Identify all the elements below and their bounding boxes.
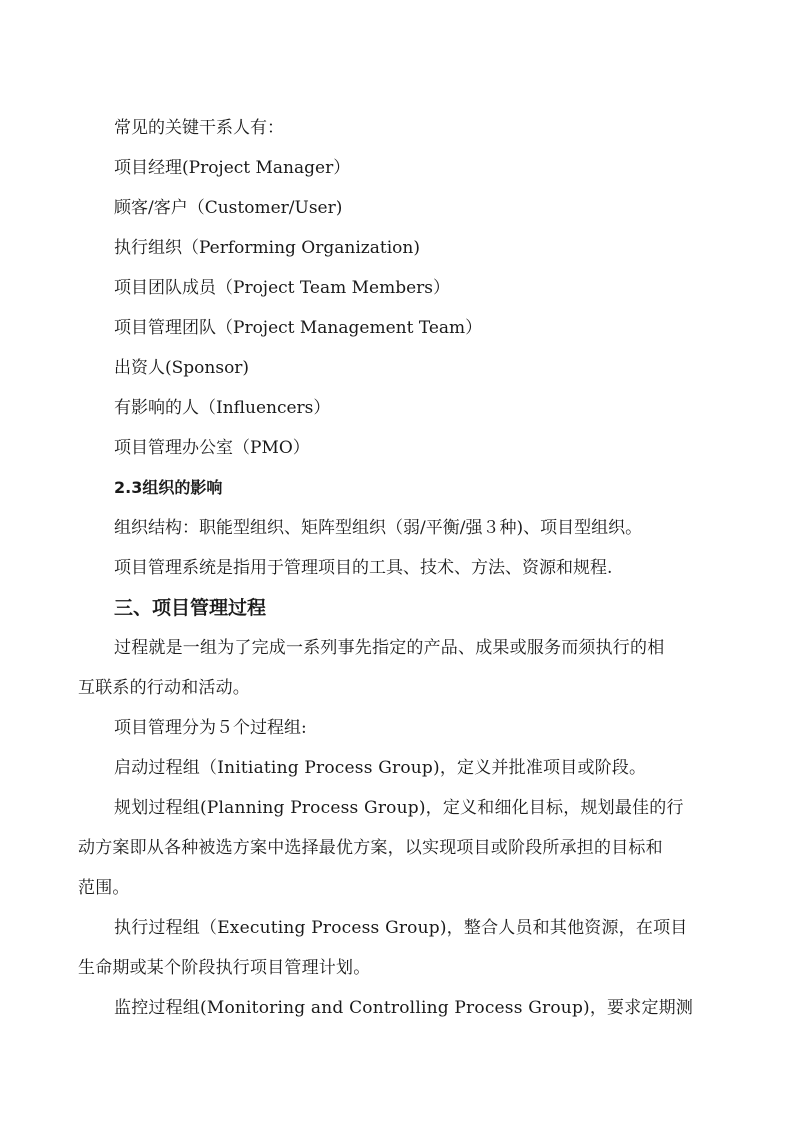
stakeholder-item: 有影响的人（Influencers）	[114, 398, 331, 418]
initiating-paragraph	[78, 748, 714, 788]
pm-system-text: 项目管理系统是指用于管理项目的工具、技术、方法、资源和规程.	[114, 558, 613, 578]
paragraph-line: 互联系的行动和活动。	[78, 678, 250, 698]
stakeholders-intro: 常见的关键干系人有：	[114, 118, 284, 138]
paragraph-line: 监控过程组(Monitoring and Controlling Process Group)，要求定期测	[114, 998, 694, 1018]
stakeholder-item: 项目管理团队（Project Management Team）	[114, 318, 483, 338]
stakeholder-item: 顾客/客户（Customer/User)	[114, 198, 343, 218]
planning-paragraph	[78, 788, 714, 908]
document-page	[78, 108, 714, 1028]
stakeholder-item: 项目管理办公室（PMO）	[114, 438, 310, 458]
paragraph-line: 启动过程组（Initiating Process Group)，定义并批准项目或阶段。	[114, 758, 647, 778]
section-heading-2-3: 2.3组织的影响	[114, 478, 223, 497]
executing-paragraph	[78, 908, 714, 988]
process-groups-intro: 项目管理分为５个过程组:	[114, 718, 307, 738]
paragraph-line: 范围。	[78, 878, 130, 898]
section-heading-3: 三、项目管理过程	[114, 597, 267, 619]
stakeholder-item: 执行组织（Performing Organization)	[114, 238, 420, 258]
stakeholder-item: 出资人(Sponsor)	[114, 358, 250, 378]
stakeholder-item: 项目团队成员（Project Team Members）	[114, 278, 451, 298]
org-structure-text: 组织结构：职能型组织、矩阵型组织（弱/平衡/强３种)、项目型组织。	[114, 518, 643, 538]
paragraph-line: 规划过程组(Planning Process Group)，定义和细化目标，规划最佳的行	[114, 798, 684, 818]
process-definition-paragraph	[78, 628, 714, 708]
stakeholder-item: 项目经理(Project Manager）	[114, 158, 351, 178]
paragraph-line: 生命期或某个阶段执行项目管理计划。	[78, 958, 371, 978]
monitoring-paragraph	[78, 988, 714, 1028]
paragraph-line: 动方案即从各种被选方案中选择最优方案，以实现项目或阶段所承担的目标和	[78, 838, 663, 858]
paragraph-line: 执行过程组（Executing Process Group)，整合人员和其他资源，在项目	[114, 918, 688, 938]
paragraph-line: 过程就是一组为了完成一系列事先指定的产品、成果或服务而须执行的相	[114, 638, 665, 658]
